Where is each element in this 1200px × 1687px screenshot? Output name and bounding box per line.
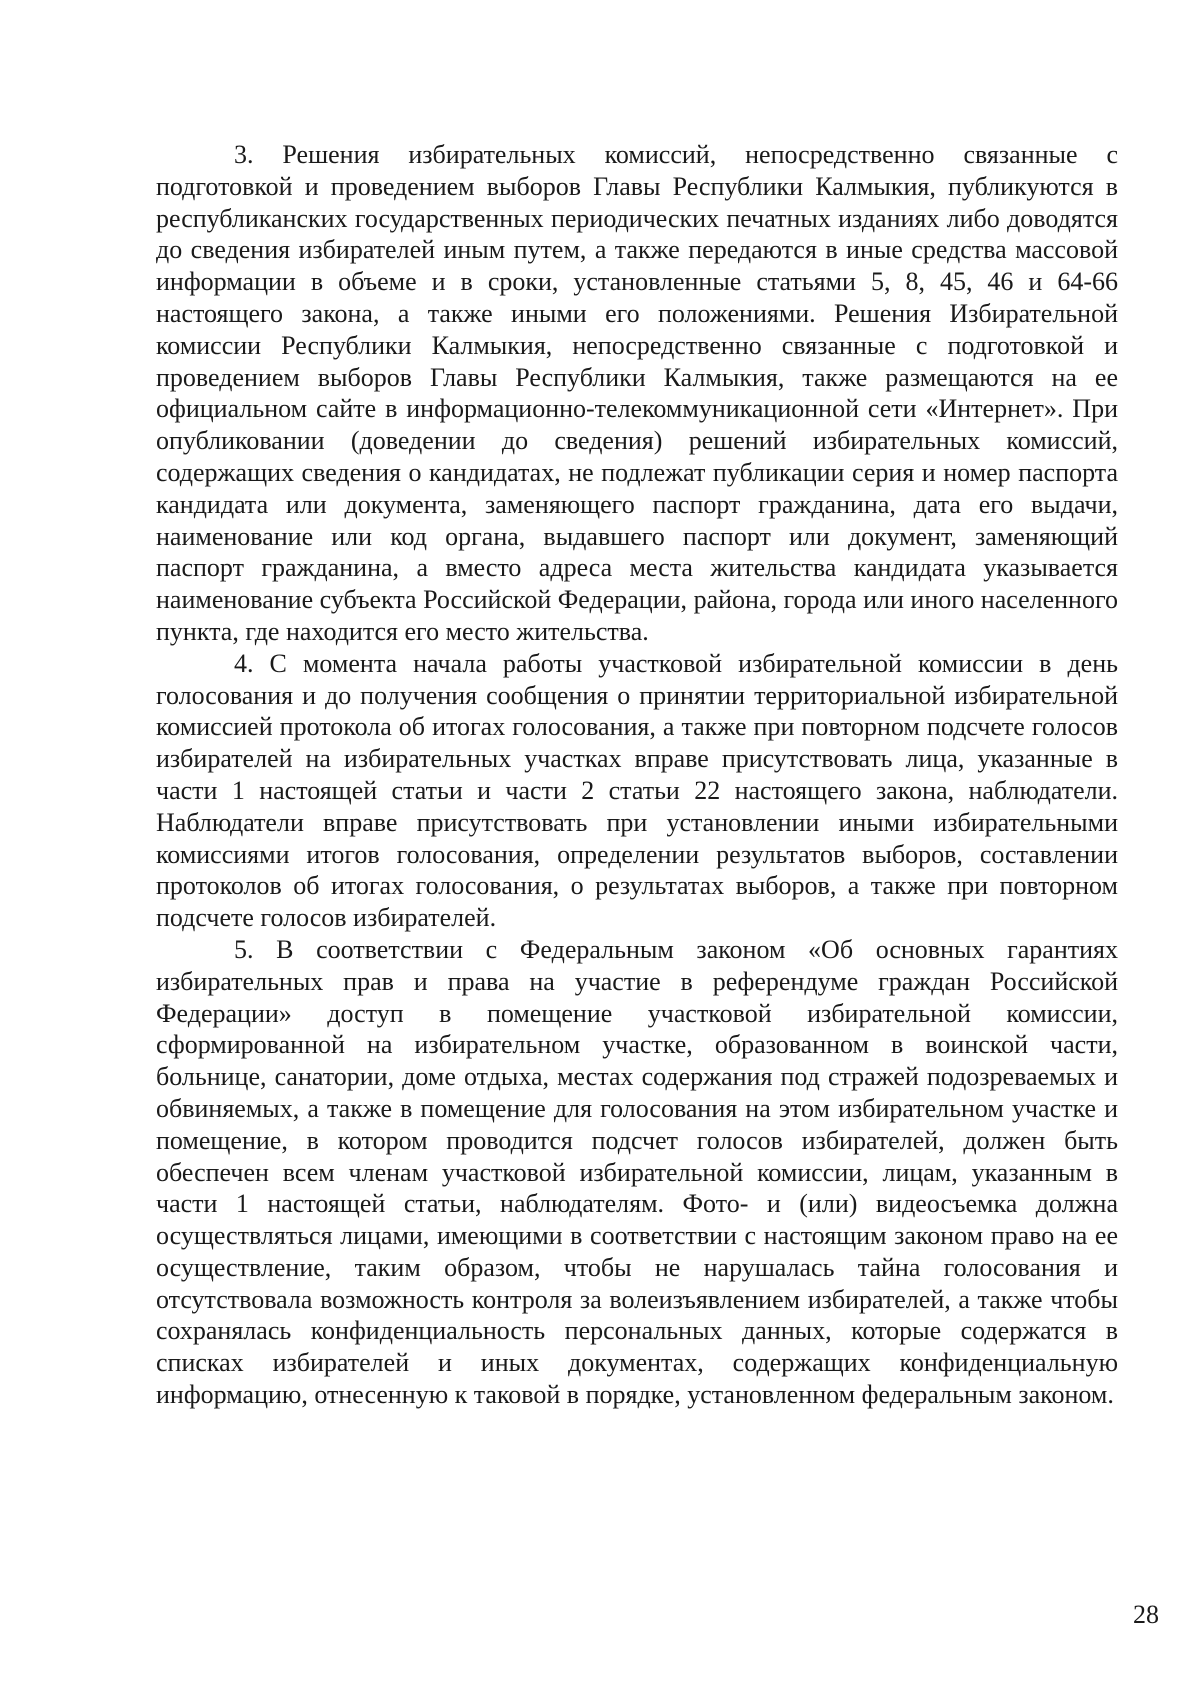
page-number: 28: [1133, 1600, 1159, 1629]
paragraph-4: 4. С момента начала работы участковой избирательной комиссии в день голосования и до получения сообщения о принятии территориальной избирательной комиссией протокола об итогах голосования, а также при повторном подсчете голосов избирателей на избирательных участках вправе присутствовать лица, указанные в части 1 настоящей статьи и части 2 статьи 22 настоящего закона, наблюдатели. Наблюдатели вправе присутствовать при установлении иными избирательными комиссиями итогов голосования, определении результатов выборов, составлении протоколов об итогах голосования, о результатах выборов, а также при повторном подсчете голосов избирателей.: [156, 648, 1118, 933]
paragraph-3: 3. Решения избирательных комиссий, непосредственно связанные с подготовкой и проведением выборов Главы Республики Калмыкия, публикуются в республиканских государственных периодических печатных изданиях либо доводятся до сведения избирателей иным путем, а также передаются в иные средства массовой информации в объеме и в сроки, установленные статьями 5, 8, 45, 46 и 64-66 настоящего закона, а также иными его положениями. Решения Избирательной комиссии Республики Калмыкия, непосредственно связанные с подготовкой и проведением выборов Главы Республики Калмыкия, также размещаются на ее официальном сайте в информационно-телекоммуникационной сети «Интернет». При опубликовании (доведении до сведения) решений избирательных комиссий, содержащих сведения о кандидатах, не подлежат публикации серия и номер паспорта кандидата или документа, заменяющего паспорт гражданина, дата его выдачи, наименование или код органа, выдавшего паспорт или документ, заменяющий паспорт гражданина, а вместо адреса места жительства кандидата указывается наименование субъекта Российской Федерации, района, города или иного населенного пункта, где находится его место жительства.: [156, 140, 1118, 646]
document-body: [156, 139, 1118, 1411]
paragraph-5: 5. В соответствии с Федеральным законом «Об основных гарантиях избирательных прав и права на участие в референдуме граждан Российской Федерации» доступ в помещение участковой избирательной комиссии, сформированной на избирательном участке, образованном в воинской части, больнице, санатории, доме отдыха, местах содержания под стражей подозреваемых и обвиняемых, а также в помещение для голосования на этом избирательном участке и помещение, в котором проводится подсчет голосов избирателей, должен быть обеспечен всем членам участковой избирательной комиссии, лицам, указанным в части 1 настоящей статьи, наблюдателям. Фото- и (или) видеосъемка должна осуществляться лицами, имеющими в соответствии с настоящим законом право на ее осуществление, таким образом, чтобы не нарушалась тайна голосования и отсутствовала возможность контроля за волеизъявлением избирателей, а также чтобы сохранялась конфиденциальность персональных данных, которые содержатся в списках избирателей и иных документах, содержащих конфиденциальную информацию, отнесенную к таковой в порядке, установленном федеральным законом.: [156, 934, 1118, 1410]
